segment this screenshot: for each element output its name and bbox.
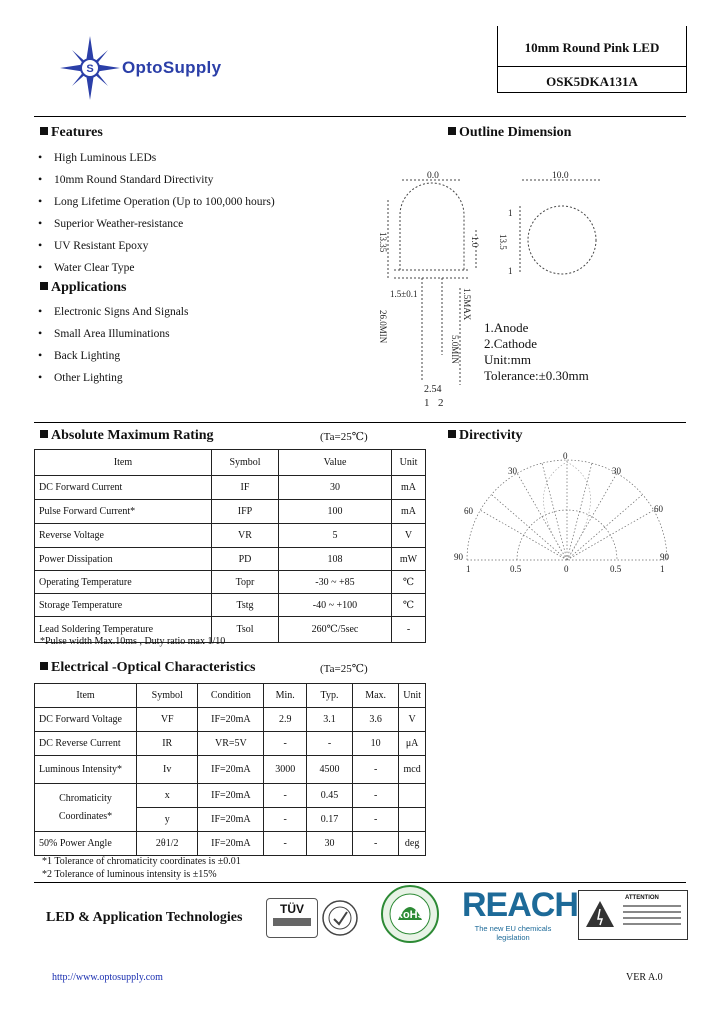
features-heading: Features xyxy=(40,125,103,141)
rohs-badge-icon xyxy=(378,884,442,944)
dim-mark1: 1 xyxy=(508,208,513,218)
website-link[interactable]: http://www.optosupply.com xyxy=(52,972,163,983)
legend-anode: 1.Anode xyxy=(484,320,529,335)
version-label: VER A.0 xyxy=(626,972,663,983)
table-row: Chromaticity Coordinates* x IF=20mA - 0.45 - xyxy=(35,784,426,808)
table-row: Reverse Voltage VR 5 V xyxy=(35,524,426,548)
applications-heading: Applications xyxy=(40,280,126,296)
list-item: • Electronic Signs And Signals xyxy=(38,304,189,318)
dim-side-width: 10.0 xyxy=(552,171,569,181)
list-item: • High Luminous LEDs xyxy=(38,150,157,164)
dim-top-width: 0.0 xyxy=(427,171,439,181)
table-row: 50% Power Angle 2θ1/2 IF=20mA - 30 - deg xyxy=(35,832,426,856)
certification-seal-icon xyxy=(320,898,360,938)
reach-badge: REACH The new EU chemicals legislation xyxy=(462,886,578,942)
table-row: Pulse Forward Current* IFP 100 mA xyxy=(35,500,426,524)
eoc-note-2: *2 Tolerance of luminous intensity is ±15% xyxy=(42,869,217,880)
amr-table xyxy=(34,449,426,643)
table-row: Power Dissipation PD 108 mW xyxy=(35,548,426,571)
pin-2-label: 2 xyxy=(438,397,444,409)
outline-heading: Outline Dimension xyxy=(448,125,571,141)
dim-lead-length: 26.0MIN xyxy=(378,310,388,344)
legend-tolerance: Tolerance:±0.30mm xyxy=(484,368,589,383)
table-row: Luminous Intensity* Iv IF=20mA 3000 4500 - mcd xyxy=(35,756,426,784)
title-box xyxy=(497,26,687,93)
product-title: 10mm Round Pink LED xyxy=(524,40,660,55)
amr-heading: Absolute Maximum Rating xyxy=(40,428,214,444)
eoc-table xyxy=(34,683,426,856)
axis-label: 0 xyxy=(564,564,569,574)
tuv-badge: TÜV xyxy=(266,898,318,938)
list-item: • Long Lifetime Operation (Up to 100,000 hours) xyxy=(38,194,275,208)
header-divider xyxy=(34,116,686,117)
eoc-condition: (Ta=25℃) xyxy=(320,663,368,675)
axis-label: 0.5 xyxy=(510,564,522,574)
directivity-heading: Directivity xyxy=(448,428,523,444)
angle-label-0: 0 xyxy=(563,451,568,461)
table-row: Storage Temperature Tstg -40 ~ +100 ℃ xyxy=(35,594,426,617)
dim-height3: 13.5 xyxy=(498,234,508,250)
axis-label: 1 xyxy=(466,564,471,574)
angle-label-90-right: 90 xyxy=(660,552,669,562)
list-item: • Other Lighting xyxy=(38,370,123,384)
part-number: OSK5DKA131A xyxy=(546,74,638,89)
dim-height2: 1.0 xyxy=(470,236,480,248)
applications-list xyxy=(38,302,188,390)
features-list xyxy=(38,148,275,280)
list-item: • Superior Weather-resistance xyxy=(38,216,184,230)
table-row: Operating Temperature Topr -30 ~ +85 ℃ xyxy=(35,571,426,594)
list-item: • Back Lighting xyxy=(38,348,121,362)
table-header-row: Item Symbol Value Unit xyxy=(35,450,426,476)
angle-label-60-right: 60 xyxy=(654,504,663,514)
table-row: DC Forward Current IF 30 mA xyxy=(35,476,426,500)
directivity-chart xyxy=(450,448,690,578)
dim-lead-max: 1.5MAX xyxy=(462,288,472,321)
legend-cathode: 2.Cathode xyxy=(484,336,538,351)
table-header-row: Item Symbol Condition Min. Typ. Max. Unit xyxy=(35,684,426,708)
chromaticity-label: Chromaticity Coordinates* xyxy=(35,784,137,832)
footer-divider xyxy=(34,882,686,883)
amr-condition: (Ta=25℃) xyxy=(320,431,368,443)
table-row: DC Reverse Current IR VR=5V - - 10 μA xyxy=(35,732,426,756)
dim-pitch: 2.54 xyxy=(424,384,442,395)
angle-label-60-left: 60 xyxy=(464,506,473,516)
dim-height1: 13.35 xyxy=(378,232,388,253)
angle-label-30-left: 30 xyxy=(508,466,517,476)
svg-text:S: S xyxy=(86,63,94,75)
dim-mark2: 1 xyxy=(508,266,513,276)
brand-name: OptoSupply xyxy=(122,58,222,77)
eoc-note-1: *1 Tolerance of chromaticity coordinates is ±0.01 xyxy=(42,856,241,867)
angle-label-30-right: 30 xyxy=(612,466,621,476)
footer-title: LED & Application Technologies xyxy=(46,910,243,925)
pin-1-label: 1 xyxy=(424,397,430,409)
esd-attention-badge: ATTENTION xyxy=(578,890,688,940)
amr-note: *Pulse width Max.10ms , Duty ratio max 1/10 xyxy=(40,636,226,647)
eoc-heading: Electrical -Optical Characteristics xyxy=(40,660,255,676)
axis-label: 1 xyxy=(660,564,665,574)
list-item: • 10mm Round Standard Directivity xyxy=(38,172,214,186)
legend-unit: Unit:mm xyxy=(484,352,531,367)
angle-label-90-left: 90 xyxy=(454,552,463,562)
list-item: • UV Resistant Epoxy xyxy=(38,238,149,252)
dim-lead-length-2: 5.0MIN xyxy=(450,335,460,364)
section-divider xyxy=(34,422,686,423)
dim-flange: 1.5±0.1 xyxy=(390,289,418,299)
table-row: DC Forward Voltage VF IF=20mA 2.9 3.1 3.6 V xyxy=(35,708,426,732)
table-row: y IF=20mA - 0.17 - xyxy=(35,808,426,832)
list-item: • Water Clear Type xyxy=(38,260,135,274)
axis-label: 0.5 xyxy=(610,564,622,574)
table-row: Lead Soldering Temperature Tsol 260℃/5sec - xyxy=(35,617,426,643)
outline-legend xyxy=(484,320,589,384)
rohs-label: RoHS xyxy=(395,909,425,921)
list-item: • Small Area Illuminations xyxy=(38,326,170,340)
esd-warning-icon xyxy=(585,899,615,929)
